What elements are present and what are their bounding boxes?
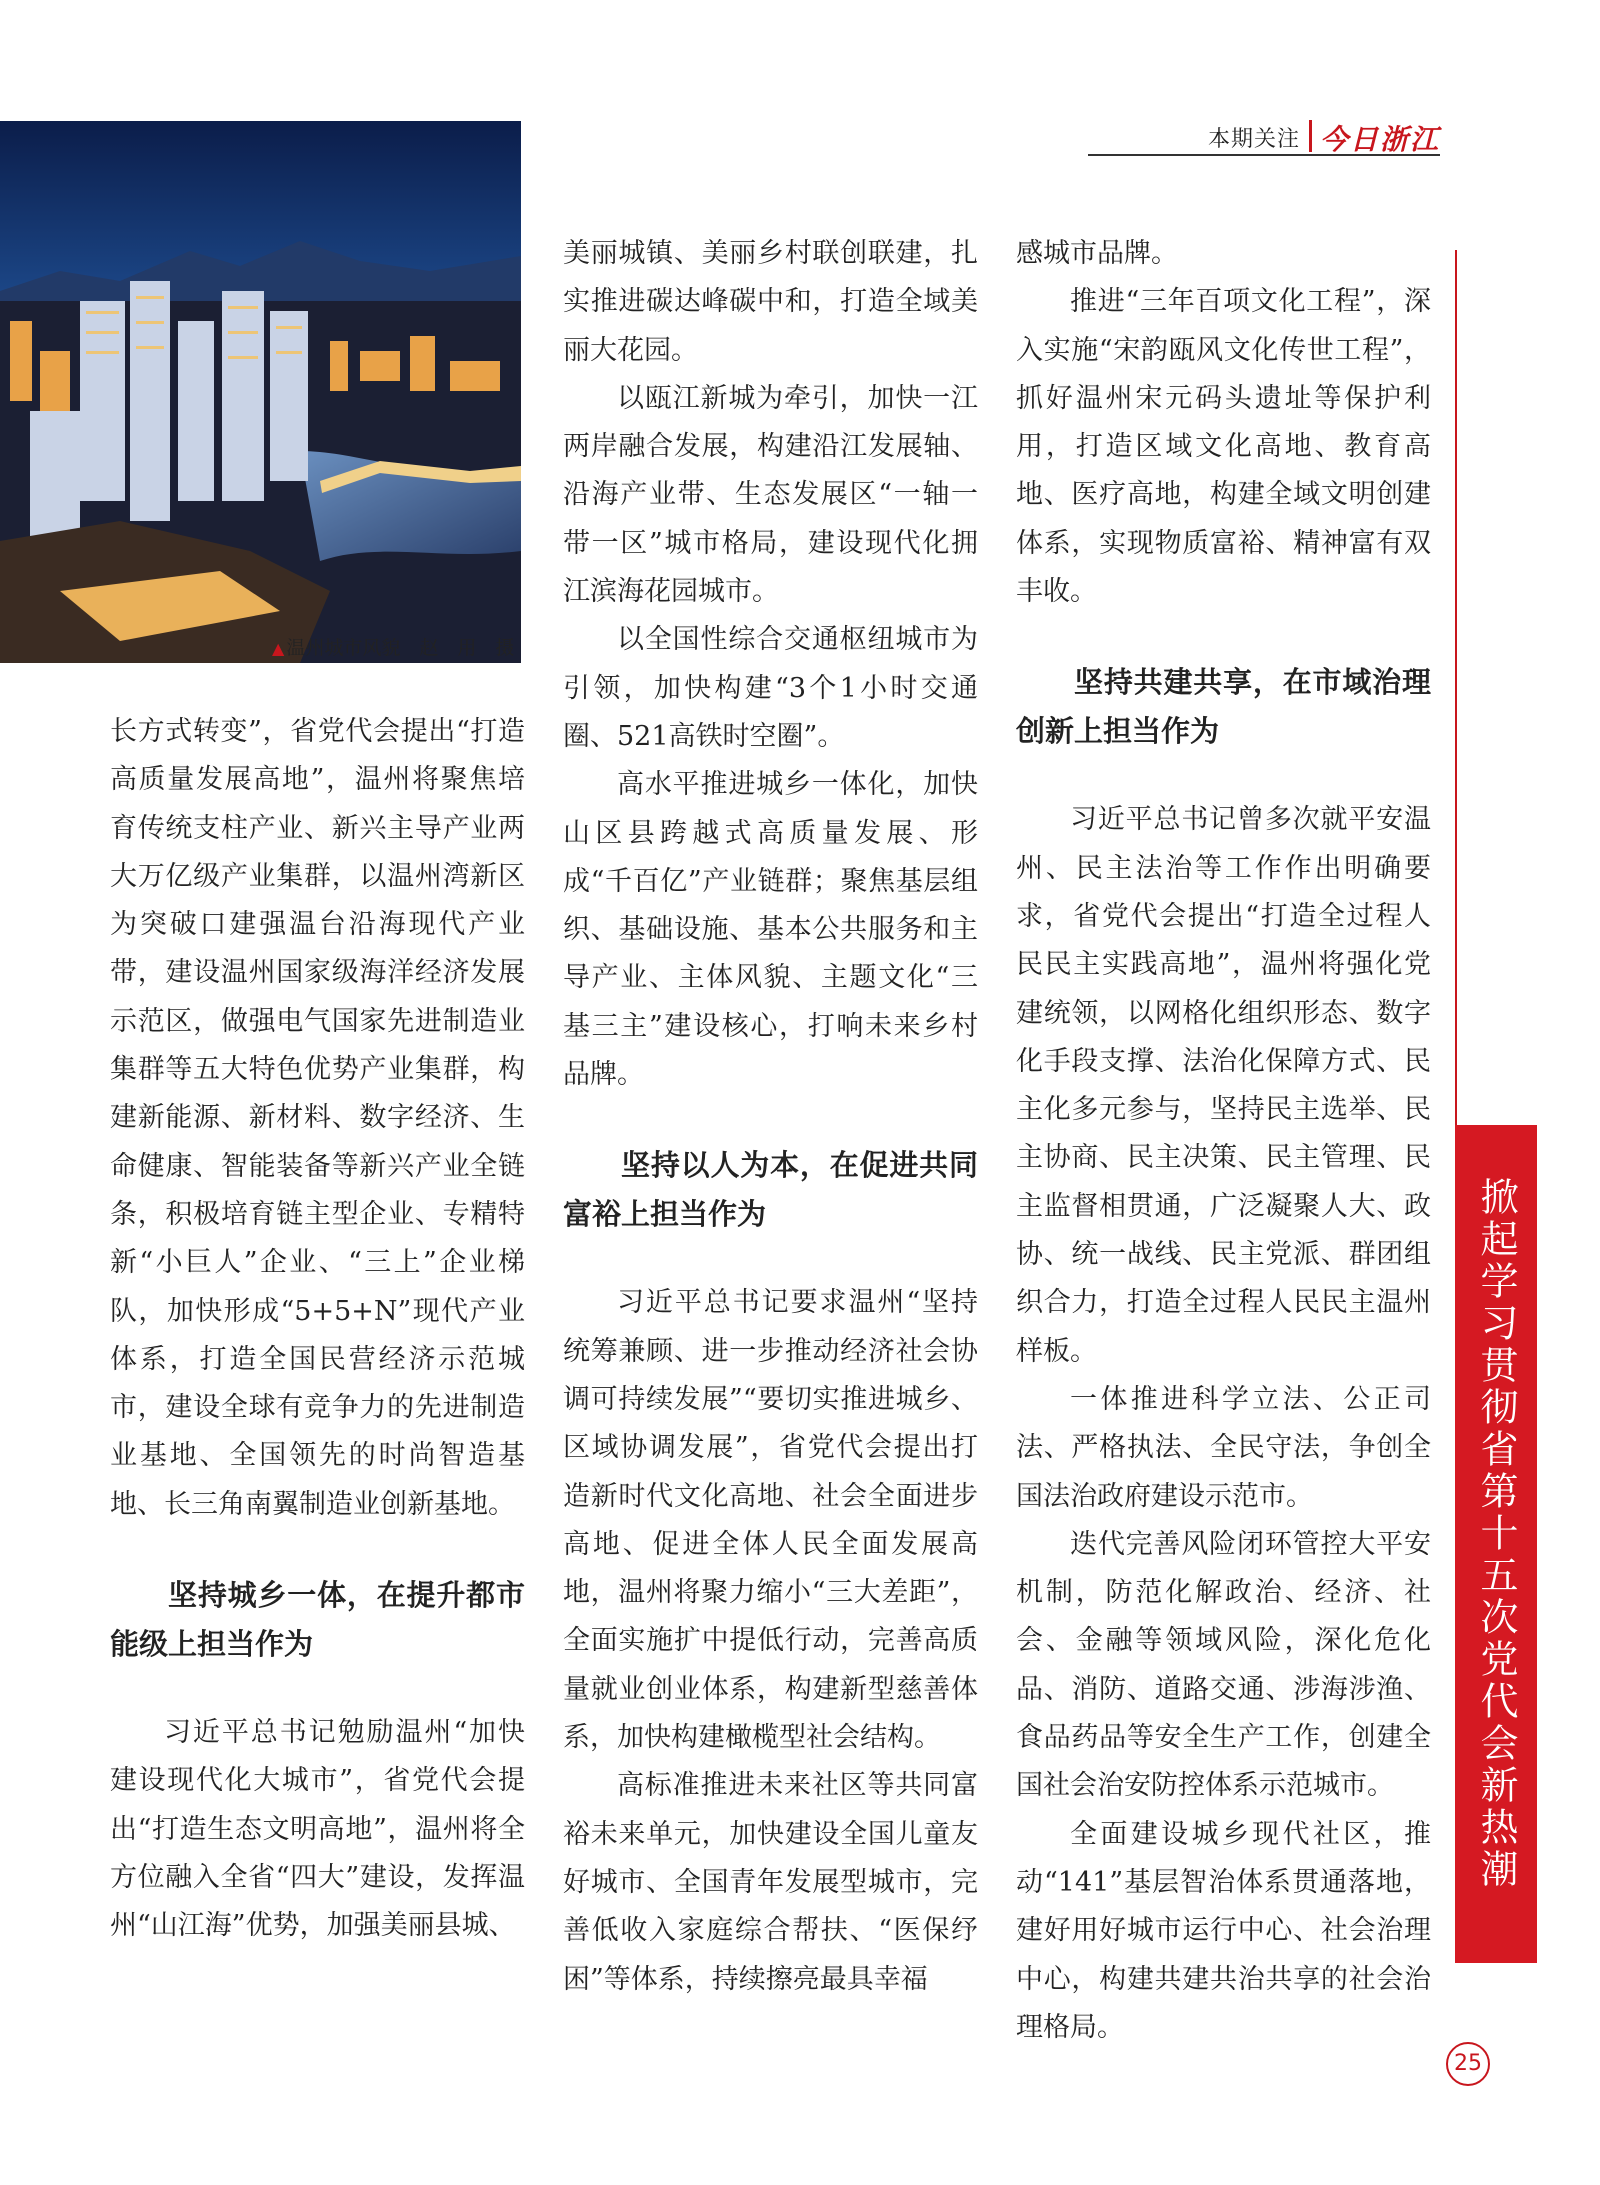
section-heading: 坚持城乡一体，在提升都市能级上担当作为 xyxy=(110,1578,525,1662)
paragraph: 长方式转变”，省党代会提出“打造高质量发展高地”，温州将聚焦培育传统支柱产业、新兴主导产业两大万亿级产业集群，以温州湾新区为突破口建强温台沿海现代产业带，建设温州国家级海洋经济发展示范区，做强电气国家先进制造业集群等五大特色优势产业集群，构建新能源、新材料、数字经济、生命健康、智能装备等新兴产业全链条，积极培育链主型企业、专精特新“小巨人”企业、“三上”企业梯队，加快形成“5+5+N”现代产业体系，打造全国民营经济示范城市，建设全球有竞争力的先进制造业基地、全国领先的时尚智造基地、长三角南翼制造业创新基地。 xyxy=(110,716,525,1520)
side-accent-line xyxy=(1455,250,1457,1130)
page-header xyxy=(1088,118,1440,158)
section-heading: 坚持以人为本，在促进共同富裕上担当作为 xyxy=(563,1148,978,1232)
paragraph: 高标准推进未来社区等共同富裕未来单元，加快建设全国儿童友好城市、全国青年发展型城市，完善低收入家庭综合帮扶、“医保纾困”等体系，持续擦亮最具幸福 xyxy=(563,1770,978,1995)
column-3 xyxy=(1016,230,1431,2052)
photo-caption-text: 温州城市风貌 赵 用 摄 xyxy=(286,637,515,659)
paragraph: 以瓯江新城为牵引，加快一江两岸融合发展，构建沿江发展轴、沿海产业带、生态发展区“一轴一带一区”城市格局，建设现代化拥江滨海花园城市。 xyxy=(563,382,978,608)
section-label: 本期关注 xyxy=(1207,127,1300,152)
paragraph: 高水平推进城乡一体化，加快山区县跨越式高质量发展、形成“千百亿”产业链群；聚焦基层组织、基础设施、基本公共服务和主导产业、主体风貌、主题文化“三基三主”建设核心，打响未来乡村品牌。 xyxy=(563,769,978,1091)
paragraph: 习近平总书记勉励温州“加快建设现代化大城市”，省党代会提出“打造生态文明高地”，温州将全方位融入全省“四大”建设，发挥温州“山江海”优势，加强美丽县城、 xyxy=(110,1717,525,1942)
section-heading: 坚持共建共享，在市域治理创新上担当作为 xyxy=(1016,665,1431,749)
magazine-logo: 今日浙江 xyxy=(1319,123,1440,156)
paragraph: 推进“三年百项文化工程”，深入实施“宋韵瓯风文化传世工程”，抓好温州宋元码头遗址等保护利用，打造区域文化高地、教育高地、医疗高地，构建全域文明创建体系，实现物质富裕、精神富有双丰收。 xyxy=(1016,286,1431,608)
column-2 xyxy=(563,230,978,2004)
paragraph: 全面建设城乡现代社区，推动“141”基层智治体系贯通落地，建好用好城市运行中心、社会治理中心，构建共建共治共享的社会治理格局。 xyxy=(1016,1818,1431,2043)
photo-caption xyxy=(272,633,514,660)
paragraph: 一体推进科学立法、公正司法、严格执法、全民守法，争创全国法治政府建设示范市。 xyxy=(1016,1383,1431,1512)
paragraph: 感城市品牌。 xyxy=(1016,238,1178,269)
banner-text: 掀起学习贯彻省第十五次党代会新热潮 xyxy=(1474,1177,1518,1891)
paragraph: 习近平总书记要求温州“坚持统筹兼顾、进一步推动经济社会协调可持续发展”“要切实推进城乡、区域协调发展”，省党代会提出打造新时代文化高地、社会全面进步高地、促进全体人民全面发展高地，温州将聚力缩小“三大差距”，全面实施扩中提低行动，完善高质量就业创业体系，构建新型慈善体系，加快构建橄榄型社会结构。 xyxy=(563,1287,978,1754)
triangle-icon: ▲ xyxy=(272,639,285,658)
paragraph: 美丽城镇、美丽乡村联创联建，扎实推进碳达峰碳中和，打造全域美丽大花园。 xyxy=(563,238,978,366)
column-1 xyxy=(110,708,525,1951)
header-divider xyxy=(1309,120,1312,152)
column-banner xyxy=(1455,1125,1537,1963)
paragraph: 以全国性综合交通枢纽城市为引领，加快构建“3个1小时交通圈、521高铁时空圈”。 xyxy=(563,624,978,752)
paragraph: 迭代完善风险闭环管控大平安机制，防范化解政治、经济、社会、金融等领域风险，深化危化品、消防、道路交通、涉海涉渔、食品药品等安全生产工作，创建全国社会治安防控体系示范城市。 xyxy=(1016,1528,1431,1802)
page-number: 25 xyxy=(1446,2042,1490,2086)
city-night-photo xyxy=(0,121,521,663)
paragraph: 习近平总书记曾多次就平安温州、民主法治等工作作出明确要求，省党代会提出“打造全过程人民民主实践高地”，温州将强化党建统领，以网格化组织形态、数字化手段支撑、法治化保障方式、民主化多元参与，坚持民主选举、民主协商、民主决策、民主管理、民主监督相贯通，广泛凝聚人大、政协、统一战线、民主党派、群团组织合力，打造全过程人民民主温州样板。 xyxy=(1016,804,1431,1367)
